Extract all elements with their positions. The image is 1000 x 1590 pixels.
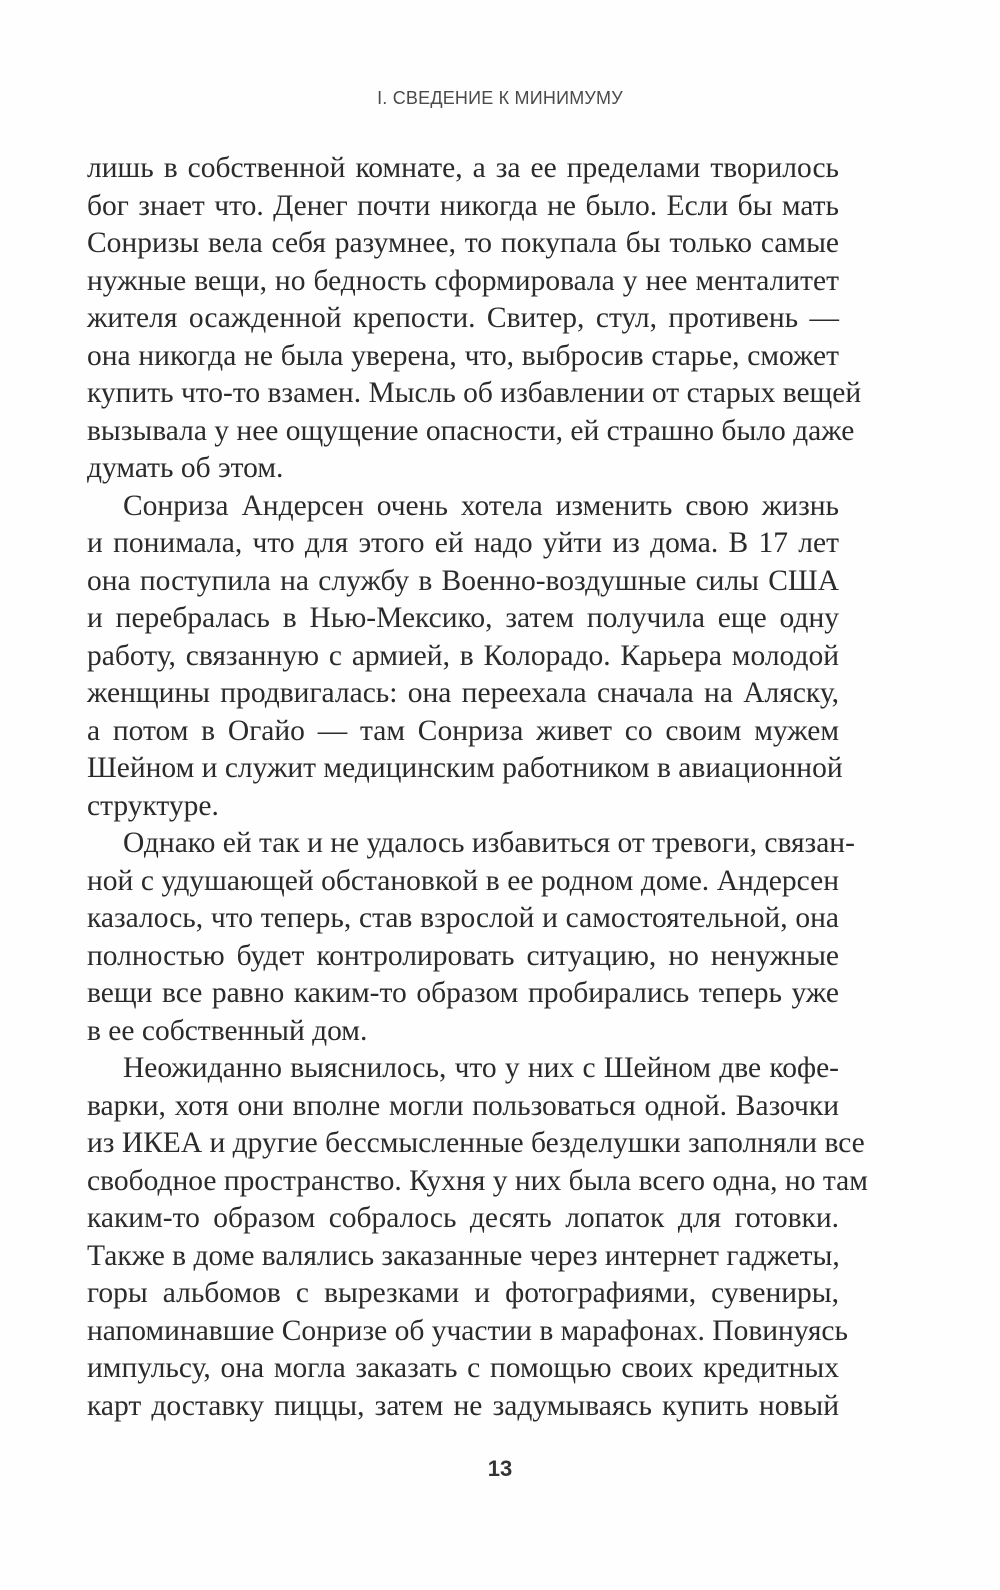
text-line: Неожиданно выяснилось, что у них с Шейном две кофе- [123,1052,839,1084]
text-line: Также в доме валялись заказанные через интернет гаджеты, [87,1239,840,1272]
paragraph-1 [87,150,862,488]
text-line: думать об этом. [87,452,284,484]
text-line: ной с удушающей обстановкой в ее родном доме. Андерсен [87,864,839,897]
paragraph-4 [87,1050,868,1425]
text-line: и понимала, что для этого ей надо уйти из дома. В 17 лет [87,527,839,559]
body-text [87,150,868,1425]
text-line: и перебралась в Нью-Мексико, затем получила еще одну [87,602,839,634]
paragraph-2 [87,488,843,826]
text-line: вызывала у нее ощущение опасности, ей страшно было даже [87,414,855,447]
text-line: Сонризы вела себя разумнее, то покупала бы только самые [87,227,839,259]
text-line: полностью будет контролировать ситуацию, но ненужные [87,939,839,972]
text-line: импульсу, она могла заказать с помощью своих кредитных [87,1352,839,1384]
text-line: карт доставку пиццы, затем не задумываясь купить новый [87,1389,839,1422]
text-line: Сонриза Андерсен очень хотела изменить свою жизнь [123,489,839,522]
text-line: работу, связанную с армией, в Колорадо. Карьера молодой [87,639,839,672]
text-line: в ее собственный дом. [87,1014,368,1047]
page-number: 13 [487,1456,513,1481]
text-line: казалось, что теперь, став взрослой и самостоятельной, она [87,902,839,934]
text-line: нужные вещи, но бедность сформировала у нее менталитет [87,264,839,297]
text-line: Шейном и служит медицинским работником в авиационной [87,752,843,784]
text-line: она никогда не была уверена, что, выбросив старье, сможет [87,339,839,372]
running-header: I. СВЕДЕНИЕ К МИНИМУМУ [377,88,623,108]
text-line: лишь в собственной комнате, а за ее пределами творилось [87,152,839,184]
text-line: из ИКЕА и другие бессмысленные безделушки заполняли все [87,1127,865,1159]
text-line: а потом в Огайо — там Сонриза живет со своим мужем [87,714,839,747]
text-line: каким-то образом собралось десять лопаток для готовки. [87,1202,839,1234]
text-line: купить что-то взамен. Мысль об избавлении от старых вещей [87,377,862,409]
text-line: жителя осажденной крепости. Свитер, стул, противень — [87,302,839,334]
text-line: варки, хотя они вполне могли пользоваться одной. Вазочки [87,1089,839,1122]
text-line: Однако ей так и не удалось избавиться от тревоги, связан- [123,827,855,859]
paragraph-3 [87,825,855,1050]
text-line: вещи все равно каким-то образом пробирались теперь уже [87,977,839,1009]
text-line: женщины продвигалась: она переехала сначала на Аляску, [87,677,839,709]
text-line: напоминавшие Сонризе об участии в марафонах. Повинуясь [87,1314,848,1347]
text-line: структуре. [87,789,219,822]
text-line: свободное пространство. Кухня у них была всего одна, но там [87,1164,868,1197]
text-line: горы альбомов с вырезками и фотографиями, сувениры, [87,1277,839,1309]
text-line: она поступила на службу в Военно-воздушные силы США [87,564,839,597]
text-line: бог знает что. Денег почти никогда не было. Если бы мать [87,189,839,222]
